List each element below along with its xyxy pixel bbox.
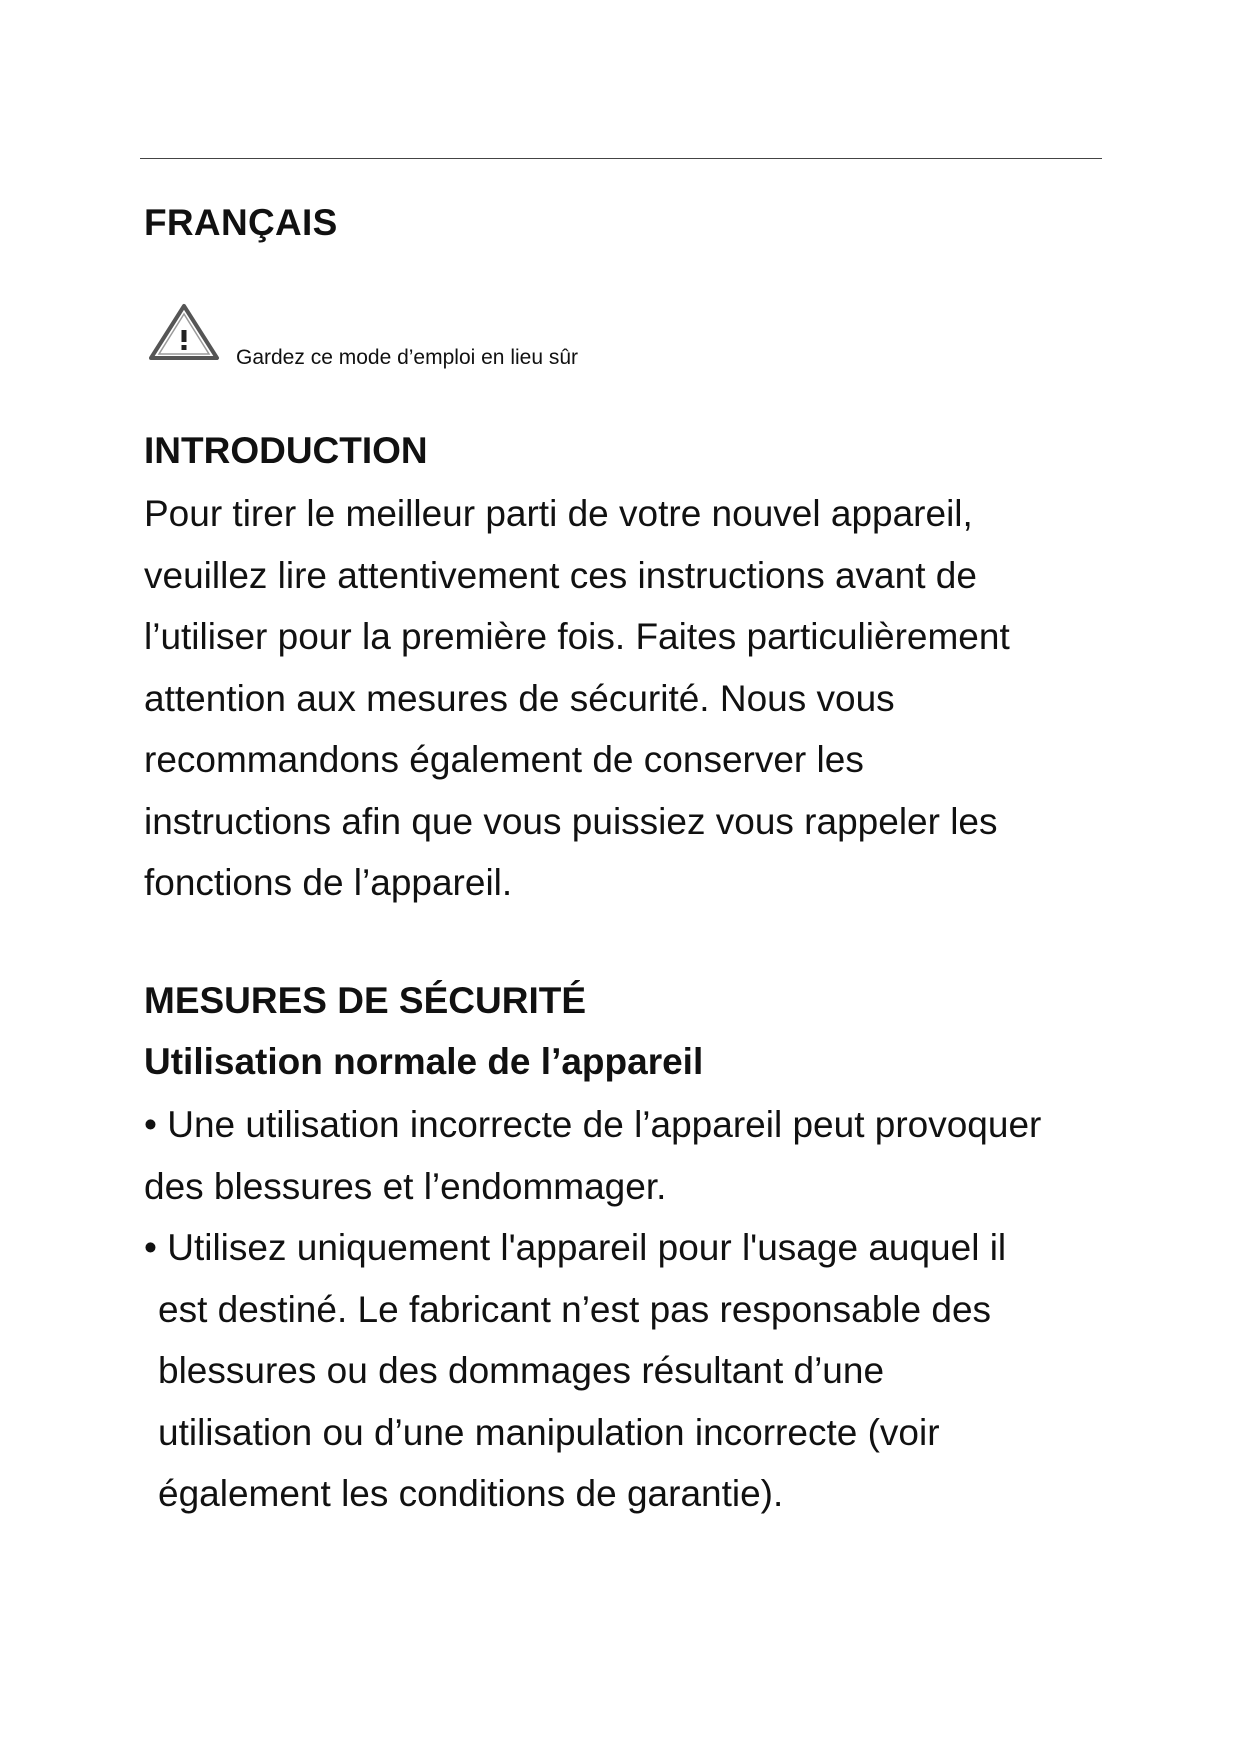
introduction-line: veuillez lire attentivement ces instructions avant de	[144, 554, 977, 596]
safety-subheading: Utilisation normale de l’appareil	[144, 1041, 704, 1082]
keep-manual-note: Gardez ce mode d’emploi en lieu sûr	[236, 346, 579, 369]
bullet-line: utilisation ou d’une manipulation incorrecte (voir	[158, 1411, 940, 1453]
safety-bullet-intended-use	[144, 1217, 1124, 1525]
introduction-line: recommandons également de conserver les	[144, 739, 864, 780]
introduction-paragraph	[144, 483, 1104, 914]
introduction-line: attention aux mesures de sécurité. Nous vous	[144, 677, 895, 719]
introduction-line: Pour tirer le meilleur parti de votre nouvel appareil,	[144, 493, 973, 534]
bullet-line: également les conditions de garantie).	[158, 1473, 784, 1514]
safety-bullet-incorrect-use	[144, 1094, 1124, 1217]
introduction-line: instructions afin que vous puissiez vous rappeler les	[144, 800, 998, 842]
warning-triangle-icon	[148, 302, 220, 362]
introduction-line: l’utiliser pour la première fois. Faites particulièrement	[144, 616, 1010, 657]
safety-heading: MESURES DE SÉCURITÉ	[144, 980, 587, 1021]
bullet-line: • Une utilisation incorrecte de l’appareil peut provoquer	[144, 1104, 1042, 1145]
bullet-line: blessures ou des dommages résultant d’une	[158, 1350, 885, 1391]
introduction-line: fonctions de l’appareil.	[144, 862, 513, 903]
language-heading: FRANÇAIS	[144, 202, 338, 243]
bullet-line: • Utilisez uniquement l'appareil pour l'usage auquel il	[144, 1227, 1007, 1268]
bullet-line: des blessures et l’endommager.	[144, 1165, 667, 1207]
bullet-line: est destiné. Le fabricant n’est pas responsable des	[158, 1288, 992, 1330]
introduction-heading: INTRODUCTION	[144, 430, 428, 471]
top-divider	[140, 158, 1102, 159]
